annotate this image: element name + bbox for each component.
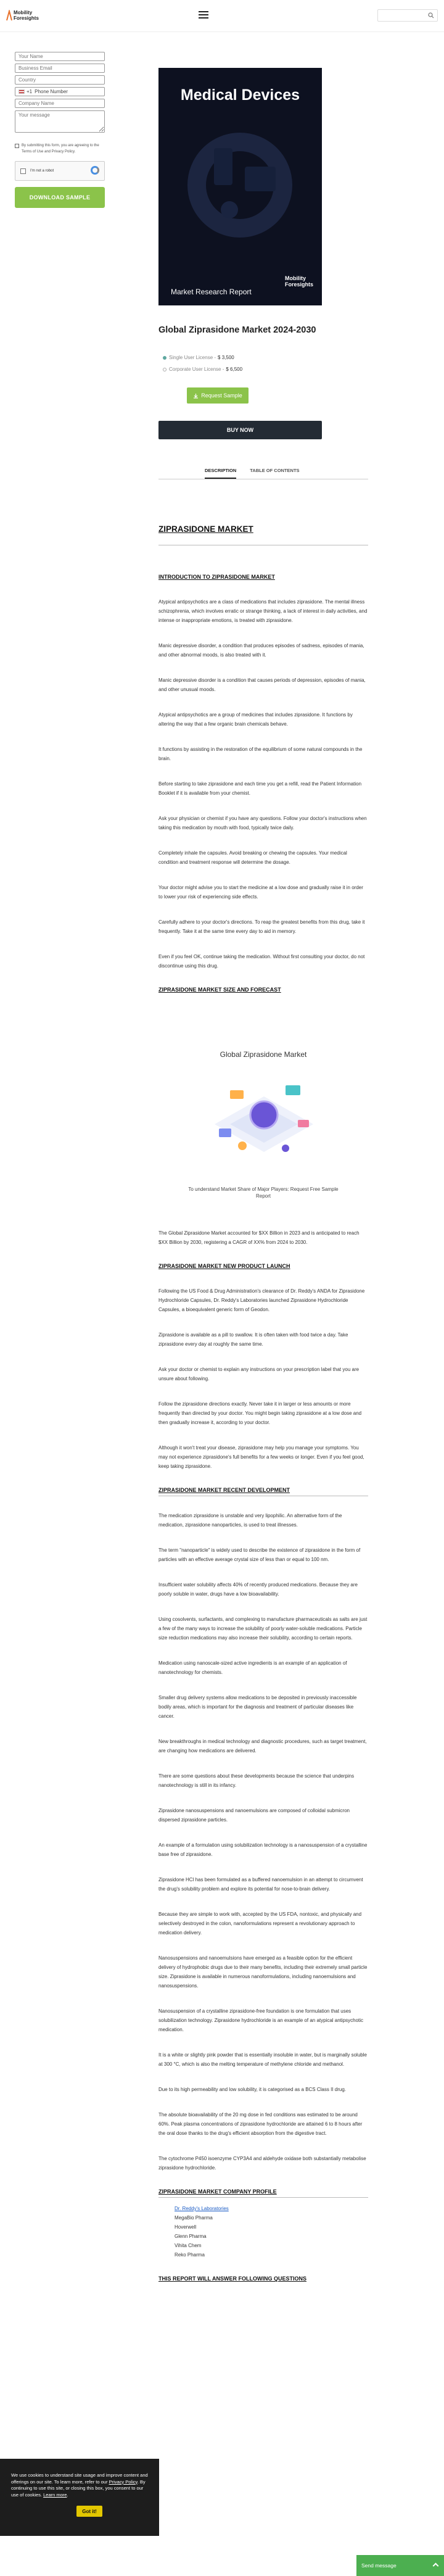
recaptcha-logo-icon [91, 166, 99, 175]
paragraph: Before starting to take ziprasidone and each time you get a refill, read the Patient Information Booklet if it is available from your chemist. [158, 781, 362, 796]
paragraph: Smaller drug delivery systems allow medications to be deposited in previously inaccessible bodily areas, which is important for the diagnosis and treatment of particular diseases like cancer. [158, 1695, 357, 1719]
cover-subtitle: Market Research Report [171, 288, 252, 296]
phone-field[interactable] [15, 87, 105, 96]
company-field[interactable] [15, 99, 105, 108]
section-divider [158, 2197, 368, 2198]
request-sample-label: Request Sample [201, 392, 242, 399]
paragraph: It is a white or slightly pink powder that is essentially insoluble in water, but is marginally soluble at 300 °C, which is also the melting temperature of methylene chloride and methanol. [158, 2052, 367, 2067]
learn-more-link[interactable]: Learn more [43, 2491, 67, 2498]
cover-brand-line-1: Mobility [284, 275, 306, 281]
country-field[interactable] [15, 75, 105, 85]
chevron-up-icon[interactable] [433, 2563, 439, 2569]
radio-unselected-icon[interactable] [163, 368, 166, 371]
list-item: Hoverwell [175, 2224, 197, 2230]
list-item: Reko Pharma [175, 2252, 205, 2258]
tab-description[interactable]: DESCRIPTION [205, 464, 236, 479]
paragraph: Nanosuspension of a crystalline ziprasidone-free foundation is one formulation that uses solubilization technology. Ziprasidone hydrochloride is an example of an atypical antipsychotic medication. [158, 2008, 364, 2032]
license-corporate-price: $ 6,500 [226, 367, 243, 372]
paragraph: Manic depressive disorder, a condition that produces episodes of sadness, episodes of mania, and other abnormal moods, is also treated with it. [158, 643, 364, 658]
list-item: Glenn Pharma [175, 2234, 207, 2239]
captcha-checkbox[interactable] [20, 168, 26, 174]
questions-heading: THIS REPORT WILL ANSWER FOLLOWING QUESTIONS [158, 2276, 306, 2282]
paragraph: There are some questions about these developments because the science that underpins nanotechnology is still in its infancy. [158, 1773, 355, 1788]
company-profile-heading: ZIPRASIDONE MARKET COMPANY PROFILE [158, 2189, 277, 2195]
paragraph: Nanosuspensions and nanoemulsions have emerged as a feasible option for the efficient delivery of hydrophobic drugs due to their many benefits, including their extremely small particle size. Ziprasidone is available in numerous nanoformulations, including nanoemulsions and nanosuspensions. [158, 1955, 368, 1989]
paragraph: Ask your physician or chemist if you have any questions. Follow your doctor's instructions when taking this medication by mouth with food, typically twice daily. [158, 816, 367, 830]
paragraph: New breakthroughs in medical technology and diagnostic procedures, such as target treatment, are changing how medications are delivered. [158, 1739, 367, 1754]
license-corporate-option[interactable] [163, 367, 242, 372]
figure-caption[interactable]: To understand Market Share of Major Players: Request Free Sample Report [188, 1187, 339, 1199]
hamburger-menu-icon[interactable] [199, 11, 208, 20]
paragraph: Carefully adhere to your doctor's directions. To reap the greatest benefits from this drug, take it frequently. Take it at the same time every day to aid in memory. [158, 919, 365, 934]
list-item: MegaBio Pharma [175, 2215, 213, 2221]
paragraph: The medication ziprasidone is unstable and very lipophilic. An alternative form of the medication, ziprasidone nanoparticles, is used to treat illnesses. [158, 1513, 342, 1528]
paragraph: The absolute bioavailability of the 20 mg dose in fed conditions was estimated to be around 60%. Peak plasma concentrations of ziprasidone hydrochloride are attained 6 to 8 hours after the oral dose thanks to the drug's efficient absorption from the digestive tract. [158, 2112, 363, 2136]
logo-line-2: Foresights [14, 15, 39, 21]
new-product-launch-heading: ZIPRASIDONE MARKET NEW PRODUCT LAUNCH [158, 1263, 290, 1269]
market-size-heading: ZIPRASIDONE MARKET SIZE AND FORECAST [158, 987, 281, 993]
search-input[interactable] [377, 9, 438, 22]
tab-table-of-contents[interactable]: TABLE OF CONTENTS [250, 468, 300, 473]
report-description [158, 524, 368, 2299]
paragraph: Atypical antipsychotics are a class of medications that includes ziprasidone. The mental illness schizophrenia, which involves erratic or strange thinking, a lack of interest in daily activities, and intense or inappropriate emotions, is treated with ziprasidone. [158, 599, 368, 623]
cookie-banner [0, 2459, 159, 2536]
radio-selected-icon[interactable] [163, 356, 166, 360]
sample-request-form [15, 52, 105, 208]
phone-placeholder: Phone Number [35, 89, 68, 94]
paragraph: Because they are simple to work with, accepted by the US FDA, nontoxic, and physically and selectively destroyed in the colon, nanoformulations represent a revolutionary approach to medication delivery. [158, 1911, 362, 1936]
cookie-text: . [67, 2491, 68, 2498]
paragraph: Atypical antipsychotics are a group of medicines that includes ziprasidone. It functions by altering the way that a few organic brain chemicals behave. [158, 712, 353, 727]
article-title: ZIPRASIDONE MARKET [158, 524, 368, 545]
paragraph: Ziprasidone HCl has been formulated as a buffered nanoemulsion in an attempt to circumvent the drug's solubility problem and explore its potential for nose-to-brain delivery. [158, 1877, 363, 1892]
download-icon [193, 393, 199, 399]
recent-development-heading: ZIPRASIDONE MARKET RECENT DEVELOPMENT [158, 1487, 290, 1493]
paragraph: Insufficient water solubility affects 40% of recently produced medications. Because they are poorly soluble in water, drugs have a low bioavailability. [158, 1582, 358, 1597]
report-cover-image [158, 68, 322, 305]
logo-line-1: Mobility [14, 10, 33, 15]
paragraph: Ziprasidone nanosuspensions and nanoemulsions are composed of colloidal submicron dispersed ziprasidone particles. [158, 1808, 350, 1823]
paragraph: Manic depressive disorder is a condition that causes periods of depression, episodes of mania, and other unusual moods. [158, 677, 366, 692]
paragraph: Following the US Food & Drug Administration's clearance of Dr. Reddy's ANDA for Ziprasidone Hydrochloride Capsules, Dr. Reddy's Laboratories launched Ziprasidone Hydrochloride Capsules, a bioequivalent generic form of Geodon. [158, 1288, 365, 1312]
consent-text: By submitting this form, you are agreeing to the Terms of Use and Privacy Policy. [22, 144, 99, 154]
consent-row [15, 143, 105, 155]
logo-mark-icon [6, 10, 12, 21]
us-flag-icon[interactable] [18, 89, 25, 94]
license-single-option[interactable] [163, 355, 234, 360]
buy-now-button[interactable]: BUY NOW [158, 421, 322, 439]
paragraph: Ziprasidone is available as a pill to swallow. It is often taken with food twice a day. Take ziprasidone every day at roughly the same time. [158, 1332, 348, 1347]
list-item[interactable]: Dr. Reddy's Laboratories [175, 2206, 229, 2211]
license-single-label: Single User License - [169, 355, 216, 360]
paragraph: Ask your doctor or chemist to explain any instructions on your prescription label that you are unsure about following. [158, 1367, 360, 1381]
content-tabs [158, 464, 368, 479]
intro-heading: INTRODUCTION TO ZIPRASIDONE MARKET [158, 574, 275, 580]
paragraph: It functions by assisting in the restoration of the equilibrium of some natural compounds in the brain. [158, 747, 363, 761]
figure-title: Global Ziprasidone Market [220, 1050, 307, 1059]
license-corporate-label: Corporate User License - [169, 367, 224, 372]
paragraph: Medication using nanoscale-sized active ingredients is an example of an application of nanotechnology for chemists. [158, 1660, 347, 1675]
captcha-label: I'm not a robot [30, 169, 54, 173]
chat-widget[interactable] [356, 2555, 444, 2576]
site-header [0, 0, 444, 32]
paragraph: Using cosolvents, surfactants, and complexing to manufacture pharmaceuticals as salts are just a few of the many ways to increase the solubility of poorly water-soluble medications. Particle size reduction medications may also increase their solubility, according to certain reports. [158, 1617, 368, 1641]
paragraph: Follow the ziprasidone directions exactly. Never take it in larger or less amounts or more frequently than directed by your doctor. You might begin taking ziprasidone at a low dose and then gradually increase it, according to your doctor. [158, 1401, 362, 1425]
paragraph: The cytochrome P450 isoenzyme CYP3A4 and aldehyde oxidase both substantially metabolise ziprasidone hydrochloride. [158, 2156, 366, 2171]
list-item: Vihita Chem [175, 2243, 202, 2248]
paragraph: Completely inhale the capsules. Avoid breaking or chewing the capsules. Your medical condition and treatment response will determine the dosage. [158, 850, 347, 865]
paragraph: Even if you feel OK, continue taking the medication. Without first consulting your doctor, do not discontinue using this drug. [158, 954, 365, 969]
logo-text [14, 10, 39, 21]
company-list [175, 2204, 368, 2259]
market-infographic [158, 1010, 368, 1214]
cookie-text: We use cookies to understand site usage and improve content and offerings on our site. To learn more, refer to our [11, 2472, 148, 2485]
request-sample-button[interactable] [187, 387, 249, 404]
cookie-text: . By continuing to use this site, or closing this box, you consent to our use of cookies. [11, 2479, 146, 2498]
privacy-policy-link[interactable]: Privacy Policy [109, 2479, 138, 2485]
paragraph: Although it won't treat your disease, ziprasidone may help you manage your symptoms. You may not experience ziprasidone's full benefits for a few weeks or longer. Even if you feel good, keep taking ziprasidone. [158, 1445, 364, 1469]
email-field[interactable] [15, 64, 105, 73]
cover-brand-line-2: Foresights [284, 281, 313, 288]
cover-title: Medical Devices [180, 86, 300, 104]
search-icon[interactable] [428, 12, 434, 19]
license-single-price: $ 3,500 [218, 355, 234, 360]
product-title: Global Ziprasidone Market 2024-2030 [158, 325, 316, 335]
isometric-globe-illustration-icon [205, 1072, 323, 1170]
paragraph: The term "nanoparticle" is widely used to describe the existence of ziprasidone in the form of particles with an effective average crystal size of less than or equal to 100 nm. [158, 1547, 361, 1562]
medical-devices-illustration-icon [158, 111, 322, 271]
consent-checkbox[interactable] [15, 144, 19, 148]
cover-brand [285, 275, 313, 288]
site-logo[interactable] [6, 9, 43, 23]
chat-label: Send message [361, 2562, 397, 2569]
paragraph: The Global Ziprasidone Market accounted for $XX Billion in 2023 and is anticipated to reach $XX Billion by 2030, registering a CAGR of XX% from 2024 to 2030. [158, 1230, 360, 1245]
phone-code: +1 [27, 89, 33, 94]
paragraph: Your doctor might advise you to start the medicine at a low dose and gradually raise it in order to lower your risk of experiencing side effects. [158, 885, 363, 900]
cookie-accept-button[interactable]: Got it! [76, 2506, 102, 2517]
download-sample-button[interactable]: DOWNLOAD SAMPLE [15, 187, 105, 208]
name-field[interactable] [15, 52, 105, 61]
recaptcha-widget [15, 161, 105, 181]
paragraph: An example of a formulation using solubilization technology is a nanosuspension of a crystalline base free of ziprasidone. [158, 1842, 368, 1857]
paragraph: Due to its high permeability and low solubility, it is categorised as a BCS Class II drug. [158, 2087, 346, 2092]
message-field[interactable] [15, 110, 105, 133]
